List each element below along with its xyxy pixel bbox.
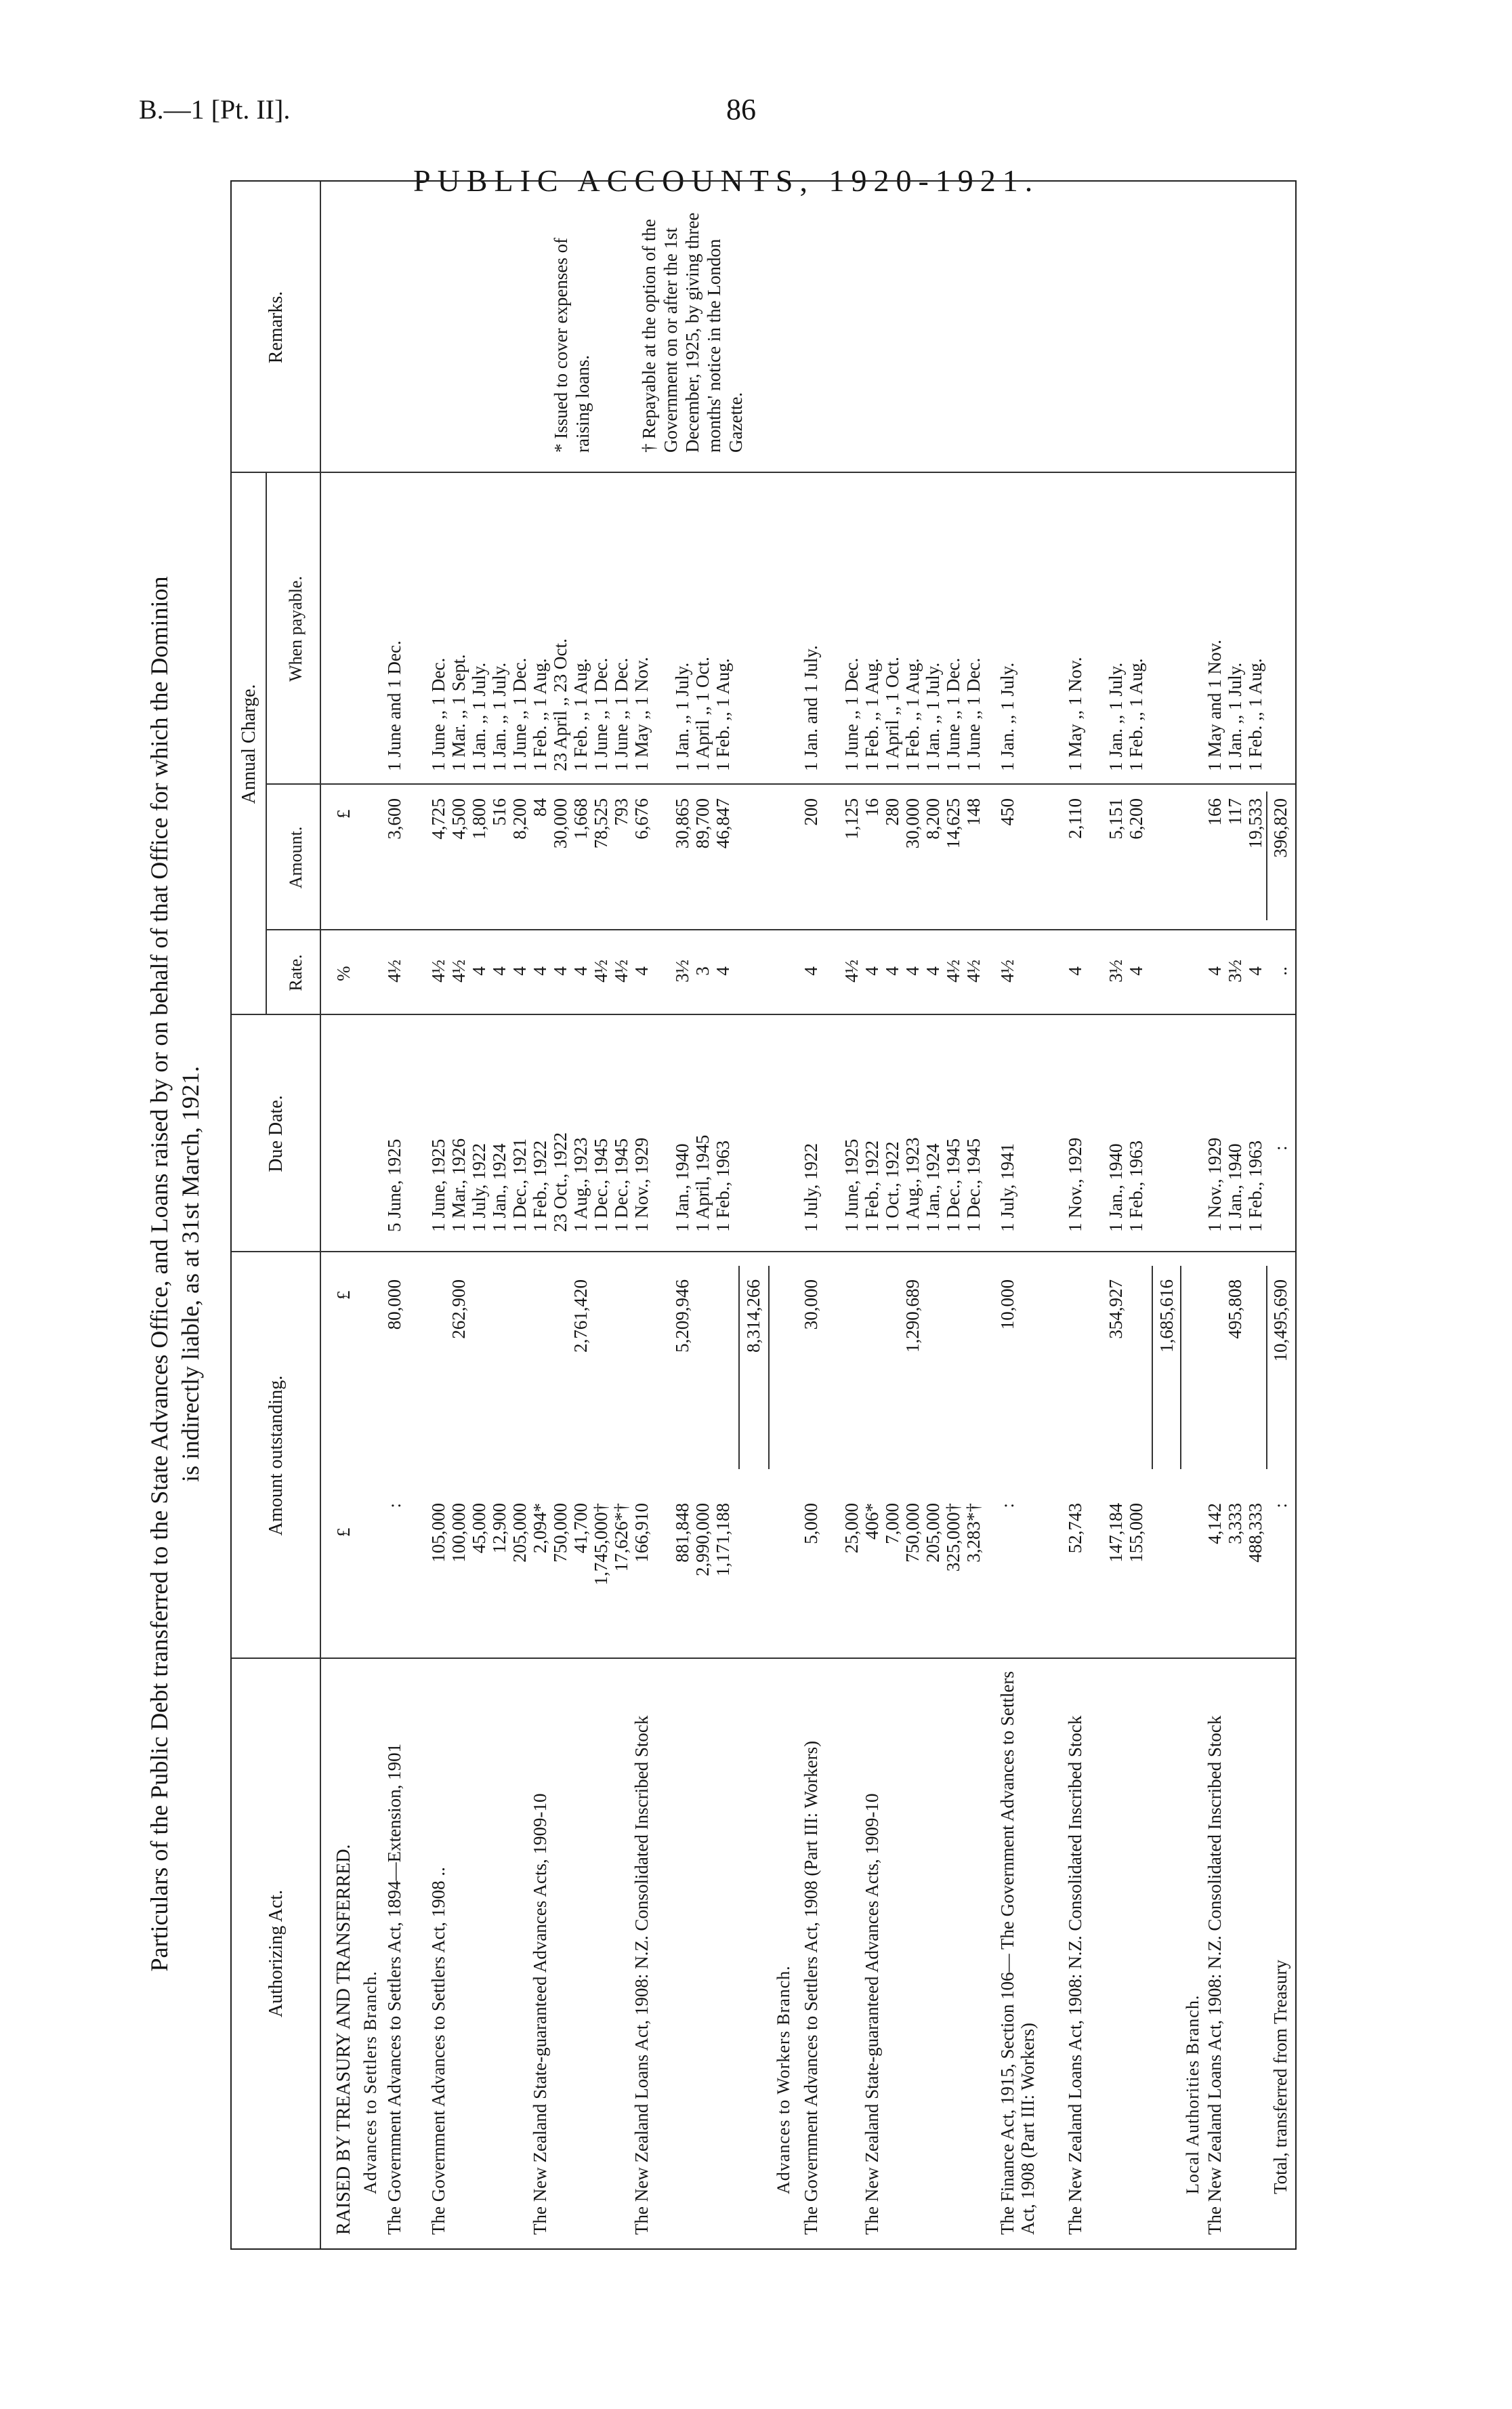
unit-pound-1: £ xyxy=(333,1527,354,1537)
unit-pound-3: £ xyxy=(333,809,354,819)
col-header-ann-amount: Amount. xyxy=(286,826,306,889)
document-code: B.—1 [Pt. II]. xyxy=(139,94,291,125)
remark-note-1: * Issued to cover expenses of raising loans. xyxy=(551,237,593,453)
total-dots: : xyxy=(1270,1503,1290,1508)
rotated-table-page xyxy=(135,176,1314,2372)
total-amount: 10,495,690 xyxy=(1270,1279,1290,1362)
subtotal-settlers: 8,314,266 xyxy=(743,1279,763,1353)
debt-table: Authorizing Act. Amount outstanding. Due Date. Annual Charge. Rate. Amount. When payable. Remarks. £ £ % £ RAISED BY TREASURY AND TRANSFERRED. Advances to Settlers Branch. The Government Advances to Settlers Act, 1894—Extension, 1901 : 80,000 5 June, 1925 4½ 3,600 1 June and 1 Dec. The Government Advances to Settlers Act, 1908 .. 105,000 1 June, 1925 4½ 4,725 1 June ,, 1 Dec. 100,000 262,900 1 Mar., 1926 4½ 4,500 1 Mar. ,, 1 Sept. 45,000 1 July, 1922 4 1,800 1 Jan. ,, 1 July. 12,900 1 Jan., 1924 4 516 1 Jan. ,, 1 July. 205,000 1 Dec., 1921 4 8,200 1 June ,, 1 Dec. The New Zealand State-guaranteed Advances Acts, 1909-10 2,094* 1 Feb., 1922 4 84 1 Feb. ,, 1 Aug. 750,000 23 Oct., 1922 4 30,000 23 April ,, 23 Oct. 41,700 2,761,420 1 Aug., 1923 4 1,668 1 Feb. ,, 1 Aug. 1,745,000† 1 Dec., 1945 4½ 78,525 1 June ,, 1 Dec. 17,626*† 1 Dec., 1945 4½ 793 1 June ,, 1 Dec. The New Zealand Loans Act, 1908: N.Z. Consolidated Inscribed Stock 166,910 1 Nov., 1929 4 6,676 1 May ,, 1 Nov. 881,848 5,209,946 1 Jan., 1940 3½ 30,865 1 Jan. ,, 1 July. 2,990,000 1 April, 1945 3 89,700 1 April ,, 1 Oct. 1,171,188 1 Feb., 1963 4 46,847 1 Feb. ,, 1 Aug. 8,314,266 Advances to Workers Branch. The Government Advances to Settlers Act, 1908 (Part III: Workers) 5,000 30,000 1 July, 1922 4 200 1 Jan. and 1 July. 25,000 1 June, 1925 4½ 1,125 1 June ,, 1 Dec. The New Zealand State-guaranteed Advances Acts, 1909-10 406* 1 Feb., 1922 4 16 1 Feb. ,, 1 Aug. 7,000 1 Oct., 1922 4 280 1 April ,, 1 Oct. 750,000 1,290,689 1 Aug., 1923 4 30,000 1 Feb. ,, 1 Aug. 205,000 1 Jan., 1924 4 8,200 1 Jan. ,, 1 July. 325,000† 1 Dec., 1945 4½ 14,625 1 June ,, 1 Dec. 3,283*† 1 Dec., 1945 4½ 148 1 June ,, 1 Dec. The Finance Act, 1915, Section 106— The Government Advances to Settlers Act, 1908 (Part III: Workers) : 10,000 1 July, 1941 4½ 450 1 Jan. ,, 1 July. The New Zealand Loans Act, 1908: N.Z. Consolidated Inscribed Stock 52,743 1 Nov., 1929 4 2,110 1 May ,, 1 Nov. 147,184 354,927 1 Jan., 1940 3½ 5,151 1 Jan. ,, 1 July. 155,000 1 Feb., 1963 4 6,200 1 Feb. ,, 1 Aug. 1,685,616 Local Authorities Branch. The New Zealand Loans Act, 1908: N.Z. Consolidated Inscribed Stock 4,142 1 Nov., 1929 4 166 1 May and 1 Nov. 3,333 495,808 1 Jan., 1940 3½ 117 1 Jan. ,, 1 July. 488,333 1 Feb., 1963 4 19,533 1 Feb. ,, 1 Aug. Total, transferred from Treasury : 10,495,690 : .. 396,820 * Issued to cover expenses of raising loans. † Repayable at the option of the Government on or after the 1st December, 1925, by giving three months' notice in the London Gazette. xyxy=(230,180,1297,2250)
unit-pound-2: £ xyxy=(333,1290,354,1300)
total-due: : xyxy=(1270,1145,1290,1151)
branch-workers: Advances to Workers Branch. xyxy=(774,1965,793,2194)
table-caption-line2: is indirectly liable, as at 31st March, 1921. xyxy=(177,1066,204,1482)
table-caption-line1: Particulars of the Public Debt transferred to the State Advances Office, and Loans raised by or on behalf of that Office for which the Dominion xyxy=(146,576,173,1972)
col-header-when: When payable. xyxy=(286,576,306,682)
col-header-remarks: Remarks. xyxy=(266,291,287,364)
unit-pct: % xyxy=(333,966,354,981)
col-header-due: Due Date. xyxy=(266,1095,287,1172)
section-title: RAISED BY TREASURY AND TRANSFERRED. xyxy=(333,1844,354,2235)
col-header-rate: Rate. xyxy=(286,954,306,991)
col-header-annual: Annual Charge. xyxy=(238,684,259,804)
remark-note-2: † Repayable at the option of the Government on or after the 1st December, 1925, by giving three months' notice in the London Gazette. xyxy=(639,212,746,453)
page-number: 86 xyxy=(726,93,756,126)
total-rate: .. xyxy=(1270,966,1290,976)
total-label: Total, transferred from Treasury xyxy=(1270,1959,1290,2194)
total-annual: 396,820 xyxy=(1270,798,1290,858)
document-title: PUBLIC ACCOUNTS, 1920-1921. xyxy=(413,163,1040,198)
col-header-amount: Amount outstanding. xyxy=(266,1375,287,1536)
branch-local: Local Authorities Branch. xyxy=(1183,1994,1202,2194)
subtotal-workers: 1,685,616 xyxy=(1156,1279,1177,1353)
branch-settlers: Advances to Settlers Branch. xyxy=(360,1971,380,2194)
col-header-act: Authorizing Act. xyxy=(266,1889,287,2018)
